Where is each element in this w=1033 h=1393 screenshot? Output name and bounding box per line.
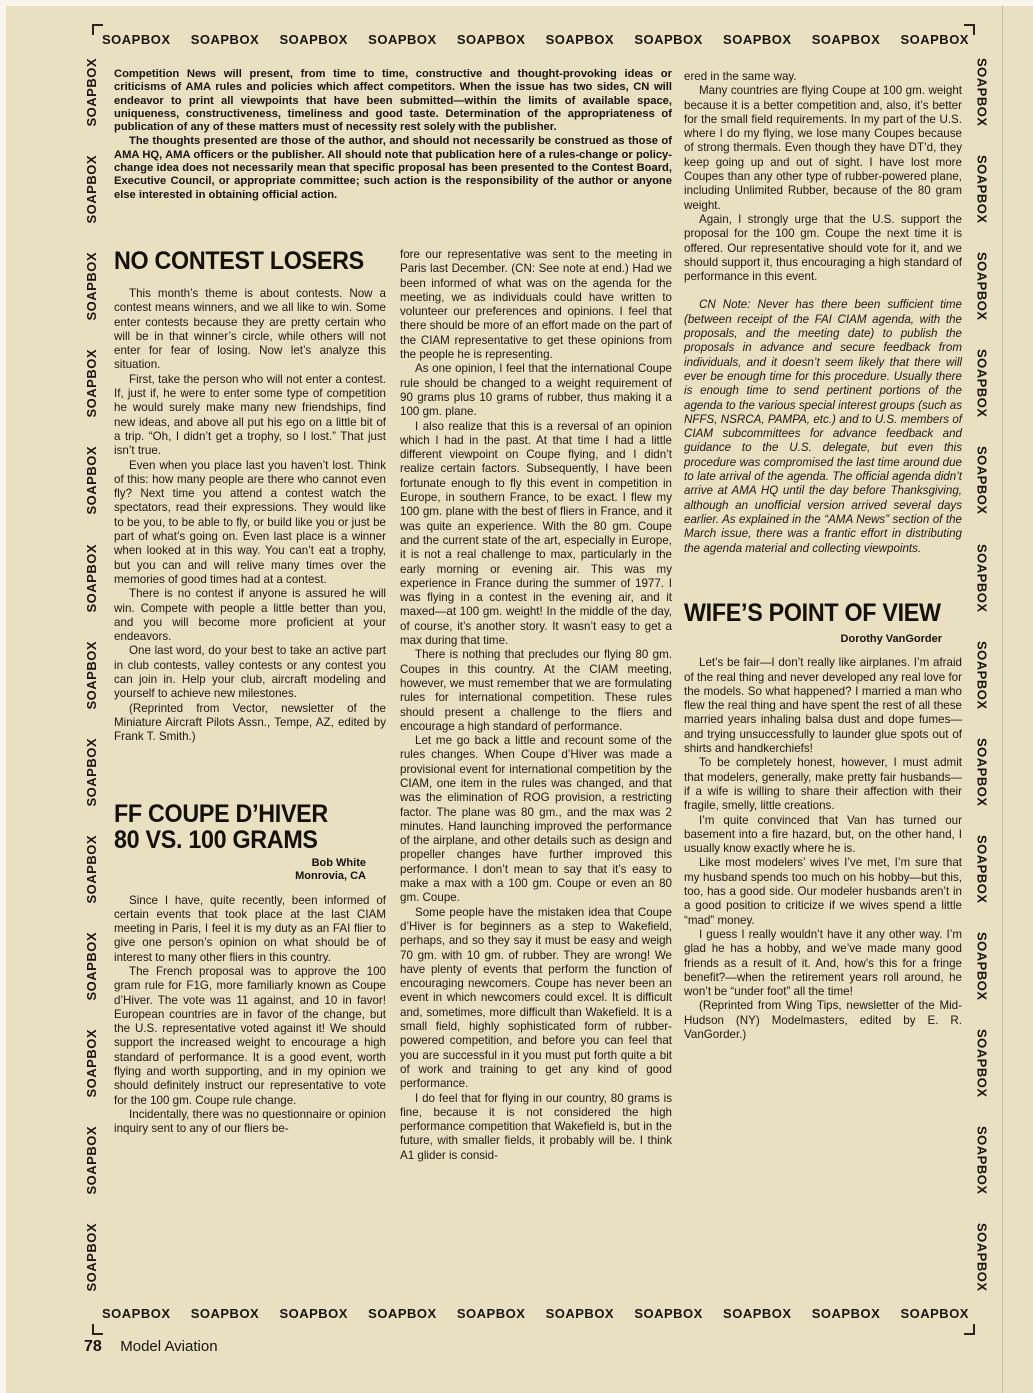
article2-paragraph: fore our representative was sent to the meeting in Paris last December. (CN: See note at end.) Had we been informed of what was on the agenda for the meeting, we as individuals could have written to volunteer our preferences and opinions. I feel that there should be more of an effort made on the part of the CIAM representative to get these opinions from the people he is representing. xyxy=(400,248,672,362)
soapbox-word: SOAPBOX xyxy=(368,32,437,47)
soapbox-word: SOAPBOX xyxy=(974,155,990,224)
article2-paragraph: Incidentally, there was no questionnaire or opinion inquiry sent to any of our fliers be- xyxy=(114,1107,386,1136)
soapbox-word: SOAPBOX xyxy=(974,1223,990,1292)
editorial-policy-note xyxy=(114,68,672,202)
article1-paragraph: First, take the person who will not enter a contest. If, just if, he were to enter some type of competition he would surely make many new friendships, find new ideas, and above all put his ego on a little bit of a trip. “Oh, I didn’t get a trophy, so I lost.” That just isn’t true. xyxy=(114,372,386,458)
soapbox-word: SOAPBOX xyxy=(974,349,990,418)
article2-paragraph: ered in the same way. xyxy=(684,70,797,83)
article2-paragraph: Many countries are flying Coupe at 100 gm. weight because it is a better competition and, also, it’s better for the small field requirements. In my part of the U.S. where I do my flying, we lose many Coupes because of strong thermals. Even though they have DT’d, they keep going up and out of sight. I have lost more Coupes than any other type of rubber-powered plane, including Unlimited Rubber, because of the 80 gram weight. xyxy=(684,84,962,212)
byline-location: Monrovia, CA xyxy=(295,870,366,882)
article2-paragraph: I do feel that for flying in our country, 80 grams is fine, because it is not considered the high performance competition that Wakefield is, but in the future, with smaller fields, it probably will be. I think A1 glider is consid- xyxy=(400,1091,672,1162)
soapbox-word: SOAPBOX xyxy=(83,349,99,418)
article2-body-col3 xyxy=(684,70,962,284)
byline-author: Bob White xyxy=(311,856,366,869)
article2-paragraph: I also realize that this is a reversal of an opinion which I had in the past. At that time I had a little different viewpoint on Coupe flying, and I didn’t realize certain factors. Subsequently, I have been fortunate enough to fly this event in competition in Europe, in southern France, to be exact. I flew my 100 gm. plane with the best of fliers in France, and it was quite an experience. With the 80 gm. Coupe and the current state of the art, especially in Europe, it is not a real challenge to max, particularly in the early morning or evening air. This was my experience in France during the summer of 1977. I was flying in a contest in the evening air, and it maxed—at 100 gm. weight! In the middle of the day, of course, it’s another story. It wasn’t easy to get a max during that time. xyxy=(400,419,672,648)
article2-body-col1 xyxy=(114,894,386,1137)
soapbox-word: SOAPBOX xyxy=(974,1029,990,1098)
soapbox-word: SOAPBOX xyxy=(974,834,990,904)
soapbox-word: SOAPBOX xyxy=(83,931,99,1001)
article1-paragraph: Even when you place last you haven’t lost. Think of this: how many people are there who cannot even fly? Next time you attend a contest watch the spectators, read their expressions. They would like to be you, to be able to fly, or build like you or just be part of what’s going on. Even last place is a winner when looked at in this way. You can’t eat a trophy, but you can and will relive many times over the memories of good times had at a contest. xyxy=(114,458,386,586)
soapbox-border-left xyxy=(82,58,100,1292)
soapbox-word: SOAPBOX xyxy=(83,155,99,224)
article3-body xyxy=(684,656,962,1042)
soapbox-word: SOAPBOX xyxy=(974,252,990,321)
article2-paragraph: Some people have the mistaken idea that Coupe d’Hiver is for beginners as a step to Wakefield, perhaps, and so they say it must be easy and weigh 70 gm. with 10 gm. of rubber. They are wrong! We have plenty of events that perform the function of encouraging newcomers. Coupe has never been an event in which newcomers could excel. It is difficult and, sometimes, more difficult than Wakefield. It is a small field, highly sophisticated form of rubber-powered competition, and before you can feel that you are successful in it you must put forth quite a bit of work and training to get any kind of good performance. xyxy=(400,905,672,1091)
magazine-title: Model Aviation xyxy=(120,1338,218,1355)
soapbox-word: SOAPBOX xyxy=(102,1306,171,1321)
article2-paragraph: There is nothing that precludes our flying 80 gm. Coupes in this country. At the CIAM meeting, however, we must remember that we are formulating rules for international competition. These rules should present a challenge to the fliers and encourage a high standard of performance. xyxy=(400,648,672,733)
article-title-no-contest-losers: NO CONTEST LOSERS xyxy=(114,246,364,276)
article2-paragraph: Again, I strongly urge that the U.S. support the proposal for the 100 gm. Coupe the next time it is offered. Our representative should vote for it, and we should support it, thus encouraging a high standard of performance in this event. xyxy=(684,212,962,284)
soapbox-word: SOAPBOX xyxy=(83,543,99,613)
soapbox-word: SOAPBOX xyxy=(83,446,99,515)
magazine-page xyxy=(6,6,1033,1393)
soapbox-word: SOAPBOX xyxy=(279,32,348,47)
article2-paragraph: As one opinion, I feel that the international Coupe rule should be changed to a weight requirement of 90 grams plus 10 grams of rubber, thus making it a 100 gm. plane. xyxy=(400,362,672,419)
article3-paragraph: Like most modelers’ wives I’ve met, I’m sure that my husband spends too much on his hobby—but this, too, has a good side. Our modeler husbands aren’t in a good position to criticize if we wives spend a little “mad” money. xyxy=(684,856,962,927)
soapbox-word: SOAPBOX xyxy=(974,1126,990,1195)
corner-mark-bottom-left xyxy=(92,1324,103,1335)
soapbox-word: SOAPBOX xyxy=(634,1306,703,1321)
article2-paragraph: The French proposal was to approve the 100 gram rule for F1G, more familiarly known as Coupe d’Hiver. The vote was 11 against, and 10 in favor! European countries are in favor of the change, but the U.S. representative voted against it! We should support the increased weight to encourage a high standard of performance. It is a good event, worth flying and worth supporting, and in my opinion we should definitely instruct our representative to vote for the 100 gm. Coupe rule change. xyxy=(114,964,386,1107)
article1-body xyxy=(114,287,386,745)
soapbox-word: SOAPBOX xyxy=(83,640,99,710)
soapbox-word: SOAPBOX xyxy=(900,1306,969,1321)
soapbox-word: SOAPBOX xyxy=(83,737,99,807)
article2-body-col2 xyxy=(400,248,672,1163)
soapbox-word: SOAPBOX xyxy=(974,446,990,515)
soapbox-word: SOAPBOX xyxy=(811,32,881,47)
soapbox-word: SOAPBOX xyxy=(974,640,990,710)
byline-dorothy-vangorder xyxy=(684,633,962,647)
article3-paragraph: To be completely honest, however, I must admit that modelers, generally, make pretty fair husbands—if a wife is willing to share their affection with their fragile, smelly, little creations. xyxy=(684,756,962,813)
editorial-paragraph: The thoughts presented are those of the author, and should not necessarily be construed as those of AMA HQ, AMA officers or the publisher. All should note that publication here of a rules-change or policy-change idea does not necessarily mean that specific proposal has been presented to the Contest Board, Executive Council, or appropriate committee; such action is the responsibility of the author or anyone else interested in obtaining official action. xyxy=(114,135,672,201)
cn-editor-note xyxy=(684,298,962,555)
soapbox-word: SOAPBOX xyxy=(723,1306,792,1321)
soapbox-word: SOAPBOX xyxy=(974,58,990,127)
article3-paragraph: I guess I really wouldn’t have it any other way. I’m glad he has a hobby, and we’ve made many good friends as a result of it. And, how’s this for a fringe benefit?—when the retirement years roll around, he won’t be “under foot” all the time! xyxy=(684,927,962,999)
soapbox-word: SOAPBOX xyxy=(83,58,99,127)
article2-paragraph: Let me go back a little and recount some of the rules changes. When Coupe d’Hiver was made a provisional event for international competition by the CIAM, one item in the rules was changed, and that was the elimination of ROG provision, a restricting factor. The plane was 80 gm., and the max was 2 minutes. Hand launching improved the performance of the airplane, and other details such as design and propeller changes have further improved this performance. I don’t mean to say that it’s easy to make a max with a 100 gm. Coupe or even an 80 gm. Coupe. xyxy=(400,734,672,905)
soapbox-word: SOAPBOX xyxy=(456,32,526,47)
title-line-2: 80 VS. 100 GRAMS xyxy=(114,825,318,854)
soapbox-border-top xyxy=(102,32,969,47)
column-right xyxy=(684,70,962,1042)
page-footer xyxy=(84,1338,218,1356)
soapbox-word: SOAPBOX xyxy=(974,543,990,613)
soapbox-word: SOAPBOX xyxy=(456,1306,526,1321)
article1-paragraph: One last word, do your best to take an active part in club contests, valley contests or any contest you can join in. Help your club, aircraft modeling and yourself to achieve new milestones. xyxy=(114,644,386,701)
cn-note-paragraph: CN Note: Never has there been sufficient time (between receipt of the FAI CIAM agenda, with the proposals, and the meeting date) to publish the proposals in advance and secure feedback from individuals, and it doesn’t seem likely that there will ever be enough time for this procedure. Usually there is enough time to send pertinent portions of the agenda to the various special interest groups (such as NFFS, NSRCA, PAMPA, etc.) and to U.S. members of CIAM subcommittees for advance feedback and guidance to the U.S. delegate, but even this procedure was compromised the last time around due to late arrival of the agenda. The official agenda didn’t arrive at AMA HQ until the day before Thanksgiving, although an unofficial version arrived several days earlier. As explained in the “AMA News” section of the March issue, there was a frantic effort in distributing the agenda material and collecting viewpoints. xyxy=(684,298,962,555)
soapbox-word: SOAPBOX xyxy=(974,737,990,807)
byline-author: Dorothy VanGorder xyxy=(840,632,942,645)
article3-paragraph: I’m quite convinced that Van has turned our basement into a fire hazard, but, on the other hand, I usually know exactly where he is. xyxy=(684,813,962,856)
soapbox-border-bottom xyxy=(102,1306,969,1321)
soapbox-word: SOAPBOX xyxy=(102,32,171,47)
soapbox-word: SOAPBOX xyxy=(900,32,969,47)
soapbox-border-right xyxy=(973,58,991,1292)
article1-paragraph: (Reprinted from Vector, newsletter of the Miniature Aircraft Pilots Assn., Tempe, AZ, edited by Frank T. Smith.) xyxy=(114,701,386,744)
soapbox-word: SOAPBOX xyxy=(634,32,703,47)
soapbox-word: SOAPBOX xyxy=(190,1306,260,1321)
soapbox-word: SOAPBOX xyxy=(190,32,260,47)
article3-paragraph: Let’s be fair—I don’t really like airplanes. I’m afraid of the real thing and never developed any real love for the models. So what happened? I married a man who flew the real thing and have spent the rest of all these married years inhaling balsa dust and dope fumes—and trying unsuccessfully to launder glue spots out of shirts and handkerchiefs! xyxy=(684,656,962,756)
soapbox-word: SOAPBOX xyxy=(83,1029,99,1098)
soapbox-word: SOAPBOX xyxy=(83,1223,99,1292)
soapbox-word: SOAPBOX xyxy=(83,1126,99,1195)
scan-crease-line xyxy=(1002,6,1003,1393)
article3-paragraph: (Reprinted from Wing Tips, newsletter of the Mid-Hudson (NY) Modelmasters, edited by E. R. VanGorder.) xyxy=(684,999,962,1042)
soapbox-word: SOAPBOX xyxy=(545,32,615,47)
column-left xyxy=(114,248,386,1137)
column-middle xyxy=(400,248,672,1163)
soapbox-word: SOAPBOX xyxy=(811,1306,881,1321)
corner-mark-bottom-right xyxy=(964,1324,975,1335)
article-title-ff-coupe xyxy=(114,801,378,853)
soapbox-word: SOAPBOX xyxy=(723,32,792,47)
soapbox-word: SOAPBOX xyxy=(83,834,99,904)
page-number: 78 xyxy=(84,1338,102,1355)
soapbox-word: SOAPBOX xyxy=(83,252,99,321)
article-title-wifes-point-of-view: WIFE’S POINT OF VIEW xyxy=(684,598,941,627)
title-line-1: FF COUPE D’HIVER xyxy=(114,799,328,828)
article1-paragraph: There is no contest if anyone is assured he will win. Compete with people a little better than you, and you will become more proficient at your endeavors. xyxy=(114,587,386,644)
byline-bob-white xyxy=(114,857,386,884)
soapbox-word: SOAPBOX xyxy=(974,931,990,1001)
editorial-paragraph: Competition News will present, from time to time, constructive and thought-provoking ideas or criticisms of AMA rules and policies which affect competitors. When the issue has two sides, CN will endeavor to print all viewpoints that have been submitted—within the limits of available space, uniqueness, constructiveness, timeliness and good taste. Determination of the appropriateness of publication of any of these matters must of necessity rest solely with the publisher. xyxy=(114,68,672,134)
soapbox-word: SOAPBOX xyxy=(368,1306,437,1321)
article1-paragraph: This month’s theme is about contests. Now a contest means winners, and we all like to win. Some enter contests because they are pretty certain who will be in that winner’s circle, while others will not enter for fear of losing. Now let’s analyze this situation. xyxy=(114,287,386,372)
soapbox-word: SOAPBOX xyxy=(279,1306,348,1321)
soapbox-word: SOAPBOX xyxy=(545,1306,615,1321)
article2-paragraph: Since I have, quite recently, been informed of certain events that took place at the last CIAM meeting in Paris, I feel it is my duty as an FAI flier to give one person’s opinion on what should be of interest to many other fliers in this country. xyxy=(114,893,386,964)
